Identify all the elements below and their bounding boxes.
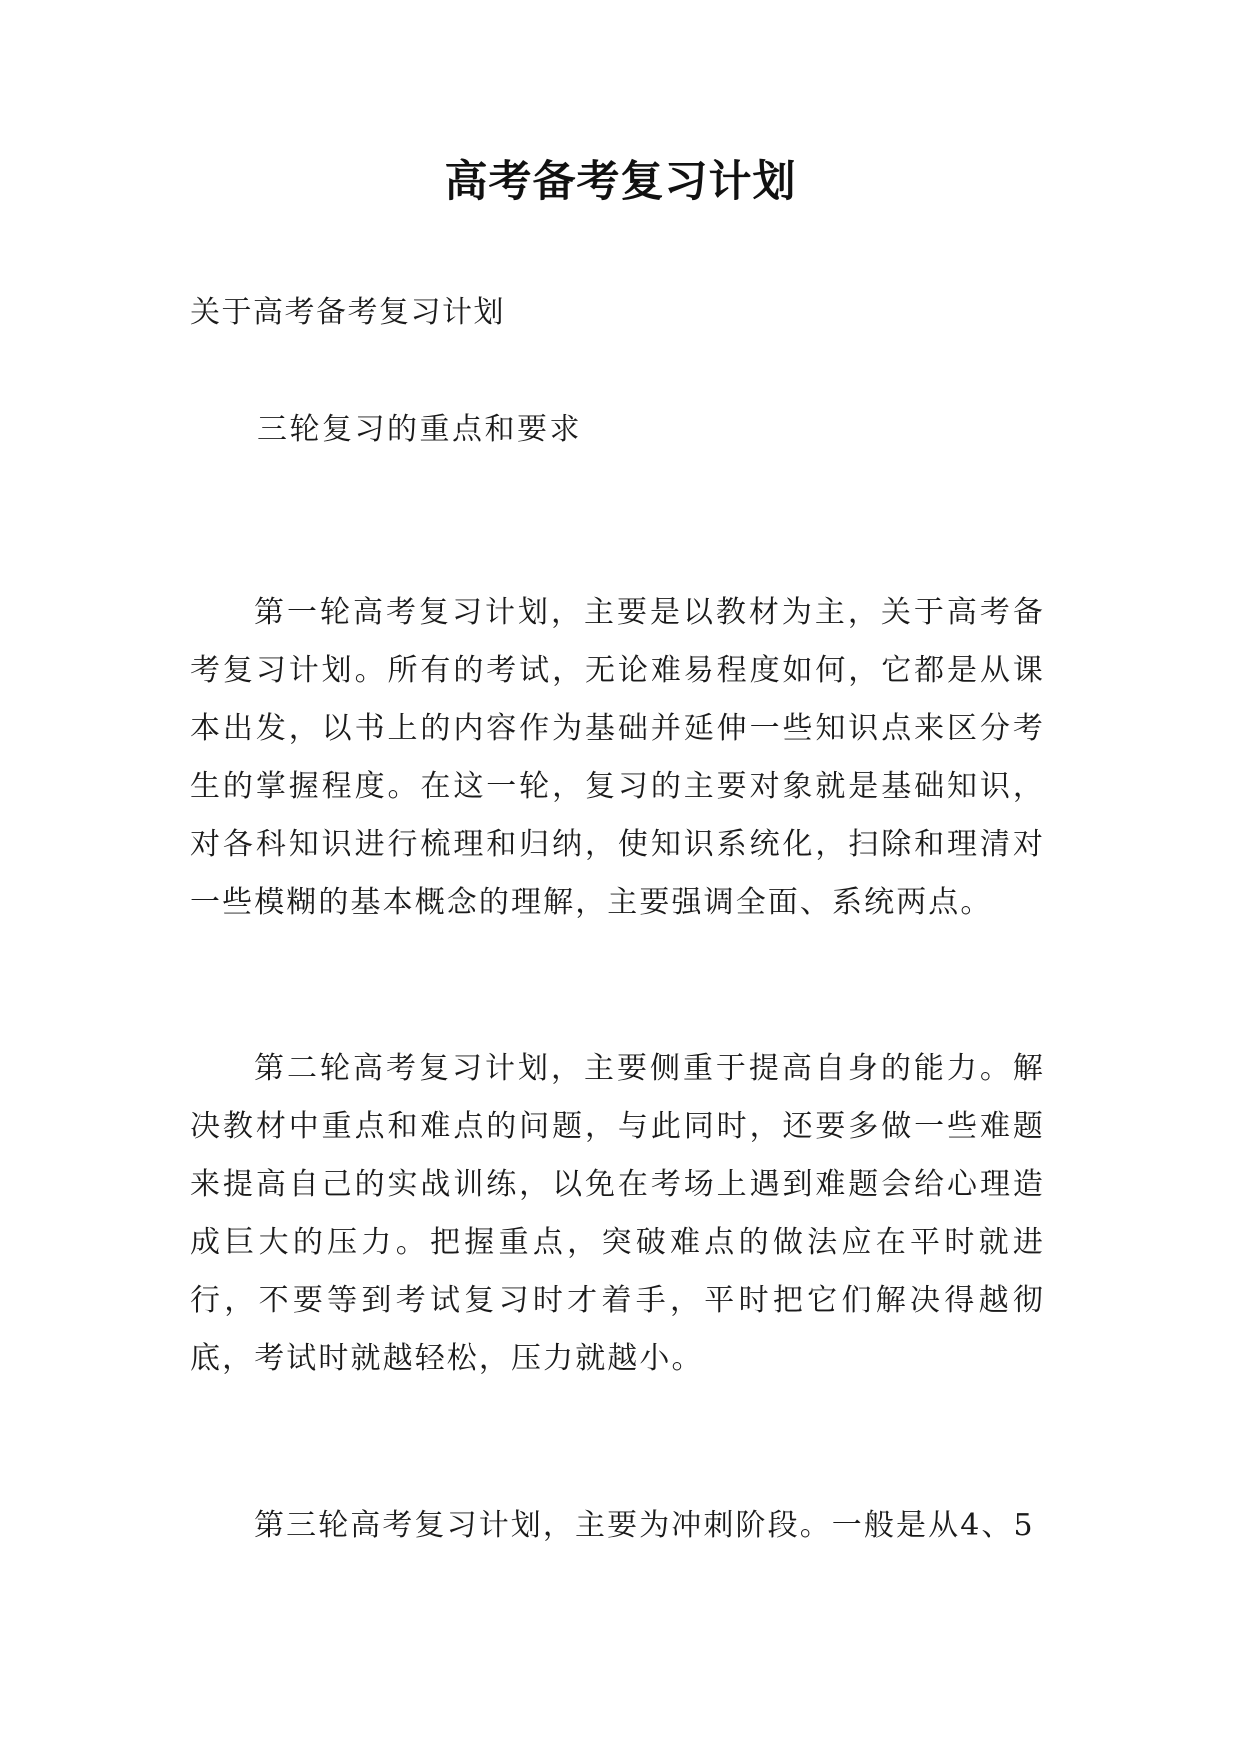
paragraph-first-round: 第一轮高考复习计划，主要是以教材为主，关于高考备考复习计划。所有的考试，无论难易程度如何，它都是从课本出发，以书上的内容作为基础并延伸一些知识点来区分考生的掌握程度。在这一轮，复习的主要对象就是基础知识，对各科知识进行梳理和归纳，使知识系统化，扫除和理清对一些模糊的基本概念的理解，主要强调全面、系统两点。 (190, 595, 1045, 920)
paragraph-second-round: 第二轮高考复习计划，主要侧重于提高自身的能力。解决教材中重点和难点的问题，与此同时，还要多做一些难题来提高自己的实战训练，以免在考场上遇到难题会给心理造成巨大的压力。把握重点，突破难点的做法应在平时就进行，不要等到考试复习时才着手，平时把它们解决得越彻底，考试时就越轻松，压力就越小。 (190, 1051, 1045, 1376)
document-subtitle: 关于高考备考复习计划 (190, 295, 505, 330)
section-heading: 三轮复习的重点和要求 (257, 412, 582, 447)
paragraph-third-round: 第三轮高考复习计划，主要为冲刺阶段。一般是从4、5 (254, 1508, 1035, 1543)
document-title: 高考备考复习计划 (444, 157, 797, 207)
